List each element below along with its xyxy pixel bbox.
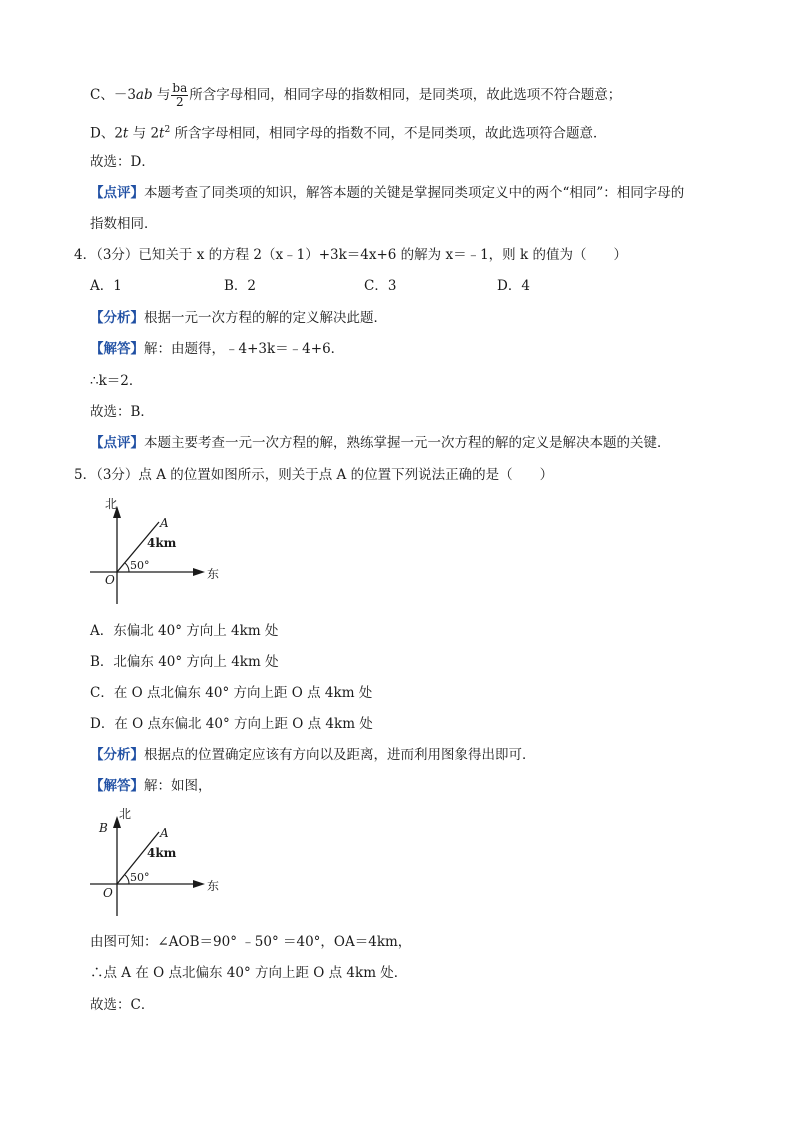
angle-label: 50° xyxy=(130,559,150,572)
comment-tag: 【点评】 xyxy=(90,185,144,201)
q5-solution-figure xyxy=(85,804,225,920)
q5-figure-direction-diagram xyxy=(85,492,225,610)
q5-option-d: D．在 O 点东偏北 40° 方向上距 O 点 4km 处 xyxy=(90,716,373,732)
point-a-label: A xyxy=(160,826,169,840)
q3-option-d-explanation: D、2t 与 $2t^2$ 所含字母相同，相同字母的指数不同，不是同类项，故此选项符合题意． xyxy=(90,125,607,142)
q5-choice: 故选：C． xyxy=(90,997,155,1013)
fraction-ba-over-2: $\frac{ba}{2}$ xyxy=(172,81,188,109)
east-label: 东 xyxy=(207,567,220,581)
q4-choice: 故选：B． xyxy=(90,404,154,420)
angle-label: 50° xyxy=(130,871,150,884)
q4-comment: 【点评】本题主要考查一元一次方程的解，熟练掌握一元一次方程的解的定义是解决本题的关键． xyxy=(90,435,671,451)
q5-option-a: A．东偏北 40° 方向上 4km 处 xyxy=(90,623,279,639)
q5-option-b: B．北偏东 40° 方向上 4km 处 xyxy=(90,654,279,670)
q3-comment-cont: 指数相同． xyxy=(90,216,158,232)
q5-solution: 【解答】解：如图， xyxy=(90,778,212,794)
q4-option-c: C．3 xyxy=(364,278,397,294)
north-label: 北 xyxy=(105,497,118,511)
q4-solution: 【解答】解：由题得，﹣4+3k＝﹣4+6． xyxy=(90,341,345,357)
q3-comment: 【点评】本题考查了同类项的知识，解答本题的关键是掌握同类项定义中的两个“相同”：相同字母的 xyxy=(90,185,685,201)
east-arrow-icon xyxy=(193,568,205,576)
point-b-label: B xyxy=(99,821,108,835)
distance-label: 4km xyxy=(147,536,177,550)
east-label: 东 xyxy=(207,879,220,893)
q5-step-1: 由图可知：∠AOB＝90° ﹣50° ＝40°，OA＝4km， xyxy=(90,934,412,950)
q5-analysis: 【分析】根据点的位置确定应该有方向以及距离，进而利用图象得出即可． xyxy=(90,747,536,763)
point-a-label: A xyxy=(160,516,169,530)
q5-stem: 5．（3分）点 A 的位置如图所示，则关于点 A 的位置下列说法正确的是（ ） xyxy=(74,467,554,483)
origin-label: O xyxy=(105,573,115,587)
q3-choice: 故选：D． xyxy=(90,154,155,170)
q4-option-d: D．4 xyxy=(497,278,530,294)
q4-analysis: 【分析】根据一元一次方程的解的定义解决此题． xyxy=(90,310,387,326)
q3-option-c-explanation: C、－3ab 与 $\frac{ba}{2}$ 所含字母相同，相同字母的指数相同，是同类项，故此选项不符合题意； xyxy=(90,81,622,109)
q4-options xyxy=(90,277,570,295)
q4-option-a: A．1 xyxy=(90,278,122,294)
q4-stem: 4．（3分）已知关于 x 的方程 2（x﹣1）+3k＝4x+6 的解为 x＝﹣1，则 k 的值为（ ） xyxy=(74,247,627,263)
origin-label: O xyxy=(103,886,113,900)
q5-step-2: ∴点 A 在 O 点北偏东 40° 方向上距 O 点 4km 处． xyxy=(90,965,408,981)
angle-arc xyxy=(125,875,129,884)
q4-option-b: B．2 xyxy=(224,278,257,294)
angle-arc xyxy=(125,563,129,572)
north-label: 北 xyxy=(119,807,132,821)
distance-label: 4km xyxy=(147,846,177,860)
q4-step: ∴k＝2． xyxy=(90,373,143,389)
east-arrow-icon xyxy=(193,880,205,888)
q5-option-c: C．在 O 点北偏东 40° 方向上距 O 点 4km 处 xyxy=(90,685,373,701)
